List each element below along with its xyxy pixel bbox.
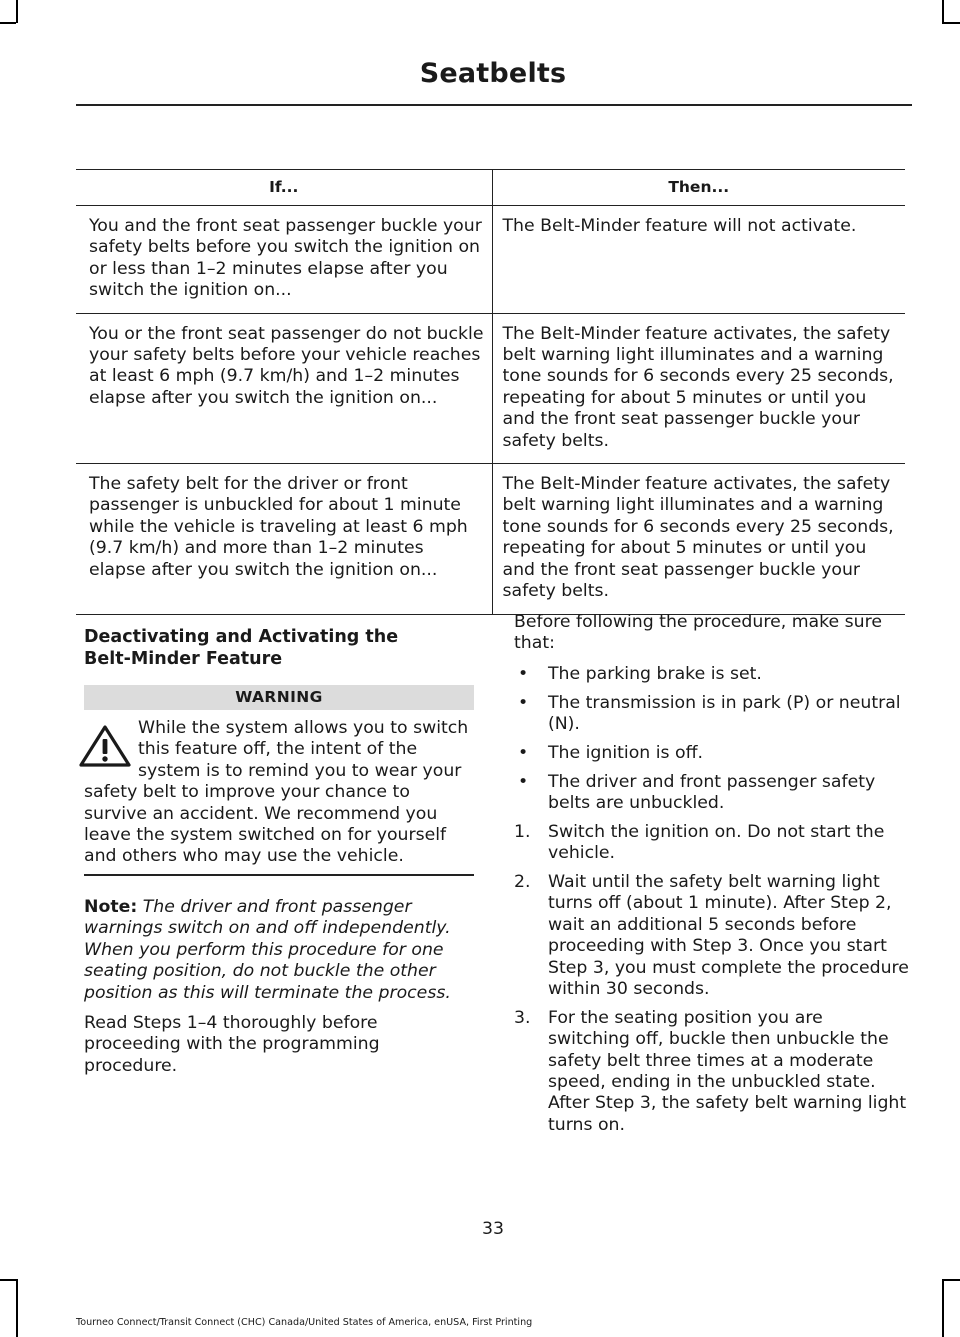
crop-mark <box>16 1279 18 1337</box>
crop-mark <box>942 1279 944 1337</box>
procedure-step <box>514 1008 909 1136</box>
warning-box <box>84 718 474 868</box>
warning-triangle-icon <box>78 724 132 768</box>
step-number: 2. <box>514 872 531 893</box>
page-number: 33 <box>482 1219 504 1239</box>
note-label: Note: <box>84 897 138 917</box>
read-steps-paragraph: Read Steps 1–4 thoroughly before proceeding with the programming procedure. <box>84 1013 380 1076</box>
section-heading <box>84 626 474 670</box>
procedure-step <box>514 872 909 1000</box>
bullet-mark: • <box>518 742 529 763</box>
procedure-step <box>514 822 909 865</box>
step-text: Wait until the safety belt warning light turns off (about 1 minute). After Step 2, wait an additional 5 seconds before proceeding with Step 3. Once you start Step 3, you must complete the procedure within 30 seconds. <box>548 872 909 1000</box>
table-row <box>76 313 905 463</box>
step-text: Switch the ignition on. Do not start the vehicle. <box>548 821 885 864</box>
table-header-row <box>76 170 905 206</box>
list-item <box>514 693 909 736</box>
table-cell-result: The Belt-Minder feature activates, the safety belt warning light illuminates and a warning tone sounds for 6 seconds every 25 seconds, repeating for about 5 minutes or until you and the front seat passenger buckle your safety belts. <box>492 313 905 463</box>
crop-mark <box>942 22 960 24</box>
footer-text: Tourneo Connect/Transit Connect (CHC) Canada/United States of America, enUSA, First Printing <box>76 1317 533 1328</box>
warning-text: While the system allows you to switch this feature off, the intent of the system is to remind you to wear your safety belt to improve your chance to survive an accident. We recommend you leave the system switched on for yourself and others who may use the vehicle. <box>84 718 469 867</box>
table-row <box>76 206 905 314</box>
bullet-text: The transmission is in park (P) or neutral (N). <box>548 692 901 735</box>
note <box>84 897 474 1004</box>
table-cell-condition: You and the front seat passenger buckle your safety belts before you switch the ignition on or less than 1–2 minutes elapse after you switch the ignition on... <box>76 206 492 314</box>
step-number: 3. <box>514 1007 531 1028</box>
page-title: Seatbelts <box>419 58 567 89</box>
bullet-text: The parking brake is set. <box>548 663 762 684</box>
header-divider <box>76 104 912 106</box>
procedure-column <box>514 612 909 1144</box>
table-cell-condition: The safety belt for the driver or front passenger is unbuckled for about 1 minute while the vehicle is traveling at least 6 mph (9.7 km/h) and more than 1–2 minutes elapse after you switch the ignition on... <box>76 464 492 614</box>
note-text: The driver and front passenger warnings switch on and off independently. When you perform this procedure for one seating position, do not buckle the other position as this will terminate the process. <box>84 897 451 1003</box>
bullet-mark: • <box>518 663 529 684</box>
column-header-if: If... <box>76 170 492 206</box>
warning-label: WARNING <box>84 685 474 710</box>
crop-mark <box>942 0 944 23</box>
list-item <box>514 664 909 685</box>
bullet-mark: • <box>518 692 529 713</box>
table-cell-condition: You or the front seat passenger do not buckle your safety belts before your vehicle reaches at least 6 mph (9.7 km/h) and 1–2 minutes elapse after you switch the ignition on... <box>76 313 492 463</box>
table-row <box>76 464 905 614</box>
crop-mark <box>0 22 16 24</box>
procedure-intro: Before following the procedure, make sure that: <box>514 612 882 654</box>
section-heading-line: Deactivating and Activating the <box>84 627 399 647</box>
table-cell-result: The Belt-Minder feature activates, the safety belt warning light illuminates and a warning tone sounds for 6 seconds every 25 seconds, repeating for about 5 minutes or until you and the front seat passenger buckle your safety belts. <box>492 464 905 614</box>
crop-mark <box>0 1279 16 1281</box>
warning-divider <box>84 874 474 876</box>
bullet-mark: • <box>518 771 529 792</box>
belt-minder-table <box>76 169 905 615</box>
table-cell-result: The Belt-Minder feature will not activate. <box>492 206 905 314</box>
crop-mark <box>16 0 18 23</box>
column-header-then: Then... <box>492 170 905 206</box>
list-item <box>514 743 909 764</box>
step-number: 1. <box>514 821 531 842</box>
crop-mark <box>942 1279 960 1281</box>
section-heading-line: Belt-Minder Feature <box>84 649 283 669</box>
bullet-text: The driver and front passenger safety belts are unbuckled. <box>548 771 876 814</box>
list-item <box>514 772 909 815</box>
step-text: For the seating position you are switching off, buckle then unbuckle the safety belt three times at a moderate speed, ending in the unbuckled state. After Step 3, the safety belt warning light turns on. <box>548 1007 907 1135</box>
bullet-text: The ignition is off. <box>548 742 704 763</box>
